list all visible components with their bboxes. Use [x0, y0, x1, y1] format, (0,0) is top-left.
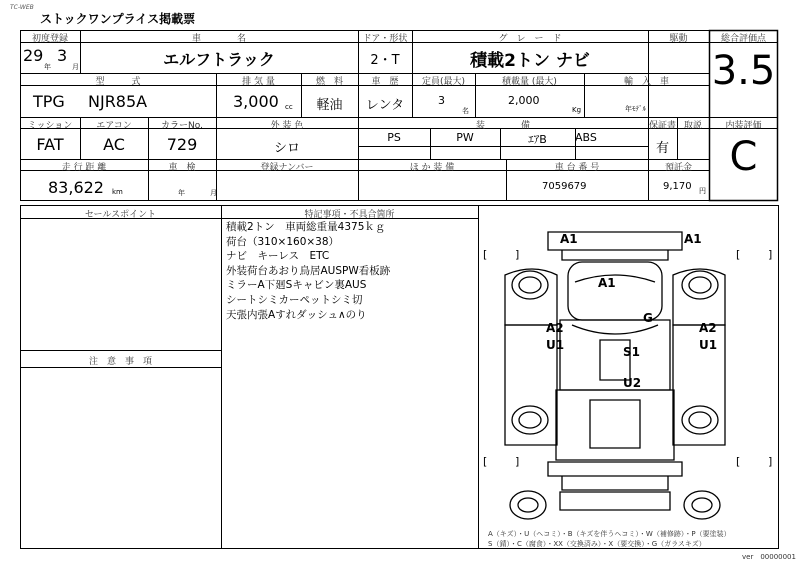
exterior-color: シロ	[273, 141, 300, 156]
bracket-close: ]	[515, 248, 520, 261]
damage-label: U2	[623, 376, 642, 390]
deposit-unit: 円	[699, 187, 706, 195]
first-reg-year-unit: 年	[44, 63, 51, 71]
aircon: AC	[103, 135, 125, 154]
exterior-header: 外 装 色	[270, 121, 304, 131]
bracket-open: [	[736, 455, 741, 468]
model-code: NJR85A	[88, 92, 148, 111]
damage-label: U1	[546, 338, 565, 352]
mileage: 83,622	[48, 178, 104, 197]
legend-line: A（キズ）・U（ヘコミ）・B（キズを伴うヘコミ）・W（補修跡）・P（要塗装）	[488, 530, 731, 538]
note-line: 積載2トン 車両総重量4375ｋｇ	[226, 221, 386, 233]
reg-number-header: 登録ナンバー	[260, 163, 314, 173]
legend-line: S（錆）・C（腐食）・XX（交換済み）・X（要交換）・G（ガラスキズ）	[488, 539, 706, 548]
inspection-month-unit: 月	[210, 189, 217, 197]
equipment-item: ABS	[575, 131, 597, 144]
other-equipment-header: ほ か 装 備	[409, 163, 455, 173]
bracket-open: [	[483, 455, 488, 468]
note-line: ナビ キーレス ETC	[226, 250, 330, 263]
car-name-header: 車 名	[191, 34, 246, 44]
note-line: 天張内張Aすれダッシュ∧のり	[226, 308, 367, 321]
interior-score: C	[729, 134, 758, 180]
note-line: 荷台（310×160×38）	[226, 235, 340, 248]
bracket-close: ]	[515, 455, 520, 468]
bracket-close: ]	[768, 248, 773, 261]
damage-label: U1	[699, 338, 718, 352]
displacement-unit: cc	[285, 103, 293, 111]
aircon-header: エアコン	[96, 121, 132, 131]
fuel-header: 燃 料	[315, 77, 343, 87]
bracket-open: [	[483, 248, 488, 261]
damage-label: A1	[560, 232, 578, 246]
load-header: 積載量 (最大)	[502, 77, 557, 87]
mission: FAT	[36, 135, 64, 154]
overall-score-header: 総合評価点	[720, 34, 766, 44]
deposit: 9,170	[663, 181, 692, 192]
bracket-open: [	[736, 248, 741, 261]
door-shape-header: ドア・形状	[362, 34, 408, 44]
car-name: エルフトラック	[163, 50, 275, 69]
equipment-item: ｴｱB	[528, 133, 547, 146]
capacity-unit: 名	[462, 107, 469, 115]
model-prefix: TPG	[33, 92, 65, 111]
mileage-unit: km	[112, 188, 123, 196]
equipment-item: PS	[387, 131, 401, 144]
import-header: 輸 入 車	[623, 77, 669, 87]
equipment-header: 装 備	[475, 121, 530, 131]
chassis-no-header: 車 台 番 号	[554, 163, 600, 173]
damage-label: A2	[699, 321, 717, 335]
equipment-item: PW	[456, 131, 474, 144]
capacity-header: 定員(最大)	[421, 77, 466, 87]
tc-web-logo: TC-WEB	[10, 4, 34, 11]
inspection-year-unit: 年	[178, 189, 185, 197]
version-label: ver 00000001	[742, 553, 796, 561]
mileage-header: 走 行 距 離	[61, 163, 107, 173]
door-shape: 2・T	[370, 53, 400, 68]
deposit-header: 預託金	[664, 163, 692, 173]
fuel: 軽油	[316, 98, 343, 113]
displacement-header: 排 気 量	[242, 77, 275, 87]
grade-header: グ レ ー ド	[498, 34, 562, 44]
bracket-close: ]	[768, 455, 773, 468]
chassis-number: 7059679	[542, 181, 587, 192]
mission-header: ミッション	[27, 121, 73, 131]
note-line: ミラーA下廻Sキャビン裏AUS	[226, 279, 367, 292]
displacement: 3,000	[233, 92, 279, 111]
history: レンタ	[365, 98, 405, 113]
warranty-header: 保証書	[648, 121, 676, 131]
note-line: シートシミカーペットシミ切	[226, 293, 363, 306]
document-title: ストックワンプライス掲載票	[40, 12, 196, 26]
caution-header: 注 意 事 項	[88, 357, 152, 367]
load: 2,000	[508, 94, 540, 107]
warranty: 有	[655, 141, 669, 156]
damage-label: A1	[598, 276, 616, 290]
history-header: 車 歴	[371, 77, 399, 87]
sales-point-header: セールスポイント	[84, 210, 157, 220]
interior-score-header: 内装評価	[725, 121, 762, 131]
damage-legend	[488, 530, 731, 549]
damage-label: A1	[684, 232, 702, 246]
special-notes-header: 特記事項・不具合箇所	[304, 210, 395, 220]
capacity: 3	[438, 94, 445, 107]
import-model-year: 年ﾓﾃﾞﾙ	[625, 105, 646, 113]
first-reg-header: 初度登録	[31, 34, 68, 44]
grade: 積載2トン ナビ	[470, 51, 590, 71]
note-line: 外装荷台あおり鳥居AUSPW看板跡	[226, 264, 391, 277]
inspection-header: 車 検	[168, 163, 196, 173]
special-notes-list	[226, 220, 390, 322]
type-no: 729	[166, 135, 198, 154]
model-header: 型 式	[95, 77, 141, 87]
manual-header: 取説	[683, 121, 702, 131]
overall-score: 3.5	[711, 48, 776, 94]
first-reg-year: 29	[23, 46, 44, 65]
first-reg-month-unit: 月	[72, 63, 79, 71]
damage-label: A2	[546, 321, 564, 335]
type-no-header: カラーNo.	[161, 121, 203, 131]
load-unit: Kg	[572, 106, 582, 114]
damage-label: G	[643, 311, 653, 325]
damage-label: S1	[623, 345, 640, 359]
drive-header: 駆動	[669, 34, 688, 44]
first-reg-month: 3	[57, 46, 68, 65]
